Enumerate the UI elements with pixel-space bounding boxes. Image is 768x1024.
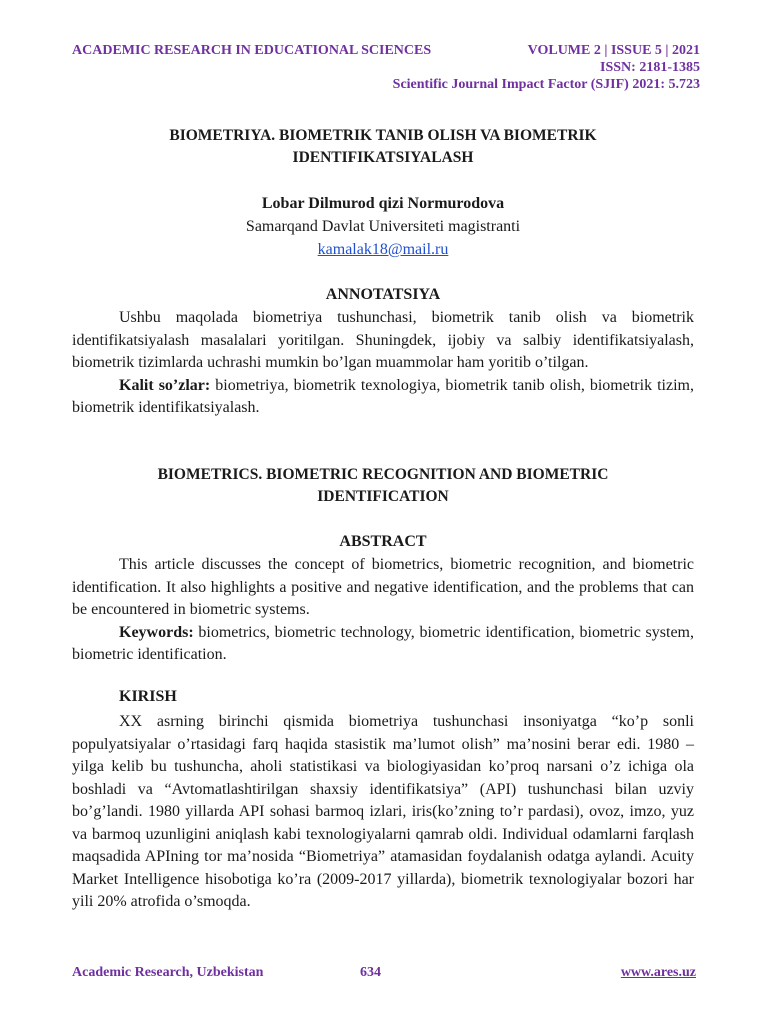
en-title xyxy=(72,464,694,508)
uz-keywords-label: Kalit so’zlar: xyxy=(119,376,211,394)
issn: ISSN: 2181-1385 xyxy=(600,60,700,75)
author-email-link[interactable]: kamalak18@mail.ru xyxy=(317,241,449,258)
author-name: Lobar Dilmurod qizi Normurodova xyxy=(261,195,505,212)
uz-keywords xyxy=(72,375,694,420)
journal-name: ACADEMIC RESEARCH IN EDUCATIONAL SCIENCES xyxy=(72,43,432,58)
en-abstract-heading: ABSTRACT xyxy=(339,533,427,550)
en-keywords-text: biometrics, biometric technology, biometric identification, biometric system, biometric identification. xyxy=(72,623,694,663)
en-title-line2: IDENTIFICATION xyxy=(317,488,449,505)
intro-section xyxy=(72,711,694,914)
uz-abstract-text: Ushbu maqolada biometriya tushunchasi, biometrik tanib olish va biometrik identifikatsiyalash masalalari yoritilgan. Shuningdek, ijobiy va salbiy identifikatsiyalash, biometrik tizimlarda uchrashi mumkin bo’lgan muammolar ham yoritib o’tilgan. xyxy=(72,309,694,371)
uz-abstract xyxy=(72,307,694,420)
impact-factor: Scientific Journal Impact Factor (SJIF) 2021: 5.723 xyxy=(392,77,700,92)
en-keywords xyxy=(72,622,694,667)
author-affiliation: Samarqand Davlat Universiteti magistranti xyxy=(245,218,521,235)
uz-title-line1: BIOMETRIYA. BIOMETRIK TANIB OLISH VA BIOMETRIK xyxy=(169,127,597,144)
footer-website-link[interactable]: www.ares.uz xyxy=(620,965,696,980)
uz-keywords-text: biometriya, biometrik texnologiya, biometrik tanib olish, biometrik tizim, biometrik identifikatsiyalash. xyxy=(72,376,694,416)
uz-title xyxy=(72,125,694,169)
uz-abstract-heading: ANNOTATSIYA xyxy=(325,286,441,303)
intro-text: XX asrning birinchi qismida biometriya tushunchasi insoniyatga “ko’p sonli populyatsiyalar o’rtasidagi farq haqida stasistik ma’lumot olish” ma’nosini berar edi. 1980 –yilga kelib bu tushuncha, aholi statistikasi va biologiyasidan ko’proq narsani o’z ichiga ola boshladi va “Avtomatlashtirilgan shaxsiy identifikatsiya” (API) tushunchasi bilan uzviy bo’g’landi. 1980 yillarda API sohasi barmoq izlari, iris(ko’zning to’r pardasi), ovoz, imzo, yuz va barmoq uzunligini aniqlash kabi texnologiyalarni qamrab oldi. Individual odamlarni farqlash maqsadida APIning tor ma’nosida “Biometriya” atamasidan foydalanish odatga aylandi. Acuity Market Intelligence hisobotiga ko’ra (2009-2017 yillarda), biometrik texnologiyalar bozori har yili 20% atrofida o’smoqda. xyxy=(72,713,694,910)
en-abstract xyxy=(72,554,694,667)
footer-publisher: Academic Research, Uzbekistan xyxy=(72,965,264,980)
uz-title-line2: IDENTIFIKATSIYALASH xyxy=(292,149,474,166)
en-abstract-text: This article discusses the concept of biometrics, biometric recognition, and biometric identification. It also highlights a positive and negative identification, and the problems that can be encountered in biometric systems. xyxy=(72,556,694,618)
page-number: 634 xyxy=(360,965,381,980)
en-title-line1: BIOMETRICS. BIOMETRIC RECOGNITION AND BIOMETRIC xyxy=(157,466,609,483)
en-keywords-label: Keywords: xyxy=(119,623,194,641)
intro-heading: KIRISH xyxy=(119,688,177,705)
volume-issue: VOLUME 2 | ISSUE 5 | 2021 xyxy=(527,43,700,58)
